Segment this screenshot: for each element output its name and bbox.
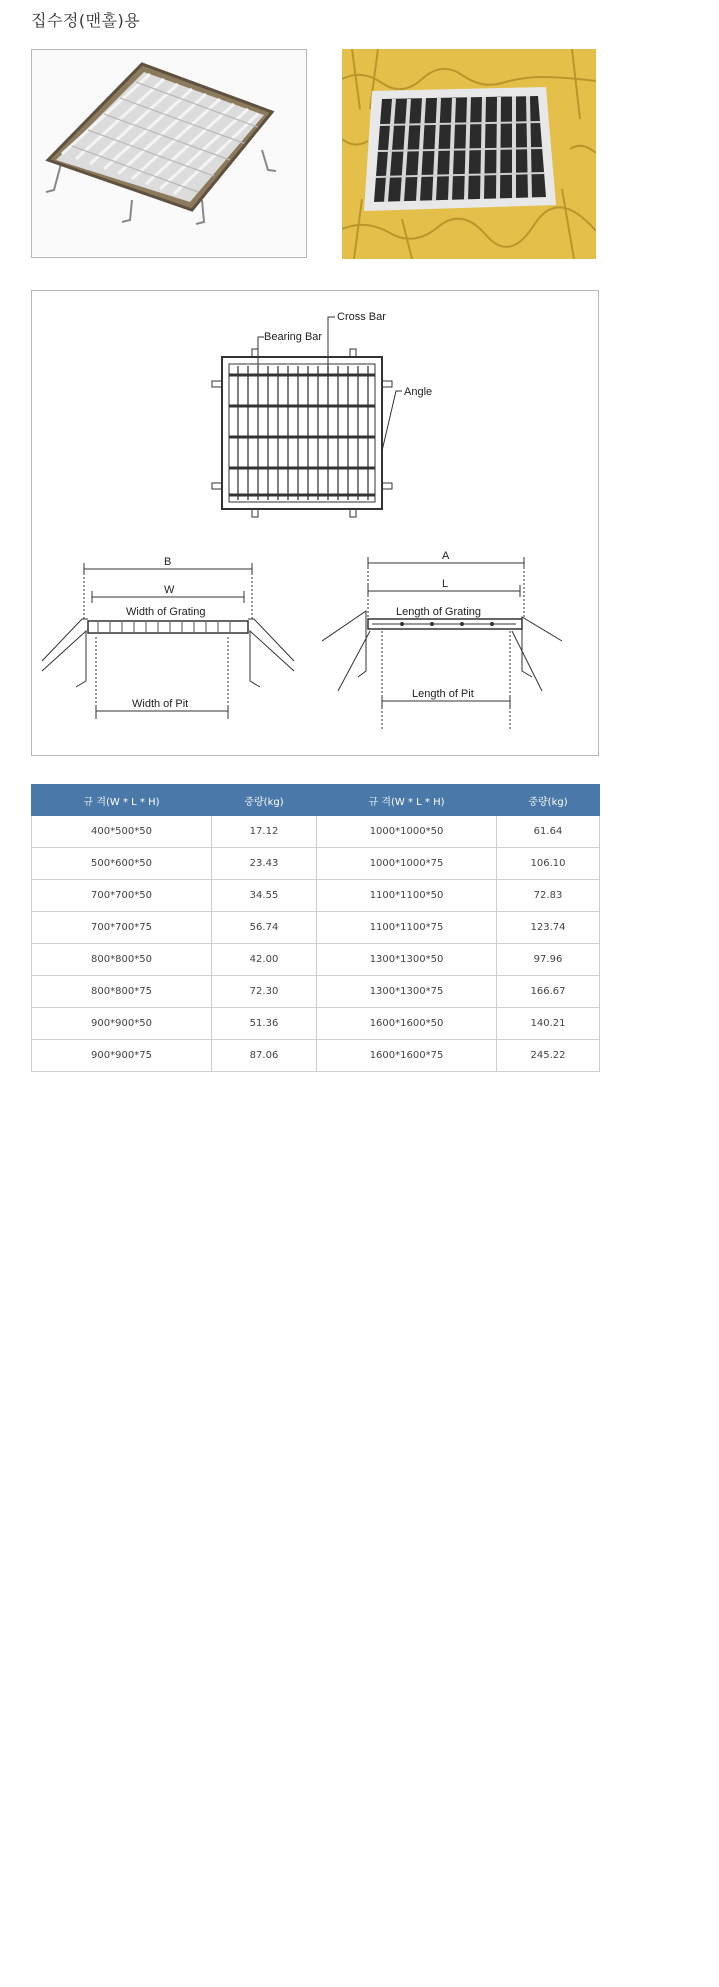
spec-cell: 900*900*75 <box>32 1040 212 1072</box>
spec-cell: 900*900*50 <box>32 1008 212 1040</box>
dim-l-label: L <box>442 578 449 590</box>
spec-table <box>31 784 600 1072</box>
spec-cell: 400*500*50 <box>32 816 212 848</box>
weight-cell: 56.74 <box>212 912 317 944</box>
width-of-pit-label: Width of Pit <box>132 698 189 710</box>
weight-cell: 87.06 <box>212 1040 317 1072</box>
grating-photo <box>31 49 307 258</box>
table-row <box>32 816 600 848</box>
grating-diagram <box>31 290 599 756</box>
weight-header: 중량(kg) <box>212 785 317 816</box>
weight-header: 중량(kg) <box>497 785 600 816</box>
weight-cell: 23.43 <box>212 848 317 880</box>
diagram-svg <box>32 291 598 755</box>
weight-cell: 17.12 <box>212 816 317 848</box>
weight-cell: 123.74 <box>497 912 600 944</box>
weight-cell: 72.83 <box>497 880 600 912</box>
spec-cell: 700*700*50 <box>32 880 212 912</box>
width-of-grating-label: Width of Grating <box>126 606 206 618</box>
weight-cell: 97.96 <box>497 944 600 976</box>
weight-cell: 51.36 <box>212 1008 317 1040</box>
table-row <box>32 1008 600 1040</box>
weight-cell: 106.10 <box>497 848 600 880</box>
paving-grating-image <box>342 49 596 259</box>
table-row <box>32 1040 600 1072</box>
spec-header: 규 격(W * L * H) <box>32 785 212 816</box>
weight-cell: 61.64 <box>497 816 600 848</box>
cross-bar-label: Cross Bar <box>337 311 386 323</box>
page-title: 집수정(맨홀)용 <box>31 11 141 30</box>
table-row <box>32 944 600 976</box>
grating-frame-image <box>32 50 306 257</box>
dim-a-label: A <box>442 550 450 562</box>
weight-cell: 72.30 <box>212 976 317 1008</box>
table-row <box>32 848 600 880</box>
table-header-row <box>32 785 600 816</box>
spec-header: 규 격(W * L * H) <box>317 785 497 816</box>
weight-cell: 166.67 <box>497 976 600 1008</box>
spec-cell: 700*700*75 <box>32 912 212 944</box>
spec-cell: 1300*1300*75 <box>317 976 497 1008</box>
table-row <box>32 976 600 1008</box>
bearing-bar-label: Bearing Bar <box>264 331 323 343</box>
dim-w-label: W <box>164 584 175 596</box>
spec-cell: 800*800*75 <box>32 976 212 1008</box>
length-of-pit-label: Length of Pit <box>412 688 474 700</box>
table-row <box>32 912 600 944</box>
spec-cell: 1000*1000*75 <box>317 848 497 880</box>
spec-cell: 500*600*50 <box>32 848 212 880</box>
weight-cell: 245.22 <box>497 1040 600 1072</box>
spec-cell: 1600*1600*50 <box>317 1008 497 1040</box>
weight-cell: 42.00 <box>212 944 317 976</box>
installed-grating-photo <box>342 49 596 259</box>
spec-cell: 1300*1300*50 <box>317 944 497 976</box>
spec-cell: 800*800*50 <box>32 944 212 976</box>
weight-cell: 34.55 <box>212 880 317 912</box>
length-of-grating-label: Length of Grating <box>396 606 482 618</box>
angle-label: Angle <box>404 386 433 398</box>
table-row <box>32 880 600 912</box>
spec-cell: 1000*1000*50 <box>317 816 497 848</box>
spec-cell: 1600*1600*75 <box>317 1040 497 1072</box>
dim-b-label: B <box>164 556 172 568</box>
spec-cell: 1100*1100*75 <box>317 912 497 944</box>
spec-cell: 1100*1100*50 <box>317 880 497 912</box>
weight-cell: 140.21 <box>497 1008 600 1040</box>
